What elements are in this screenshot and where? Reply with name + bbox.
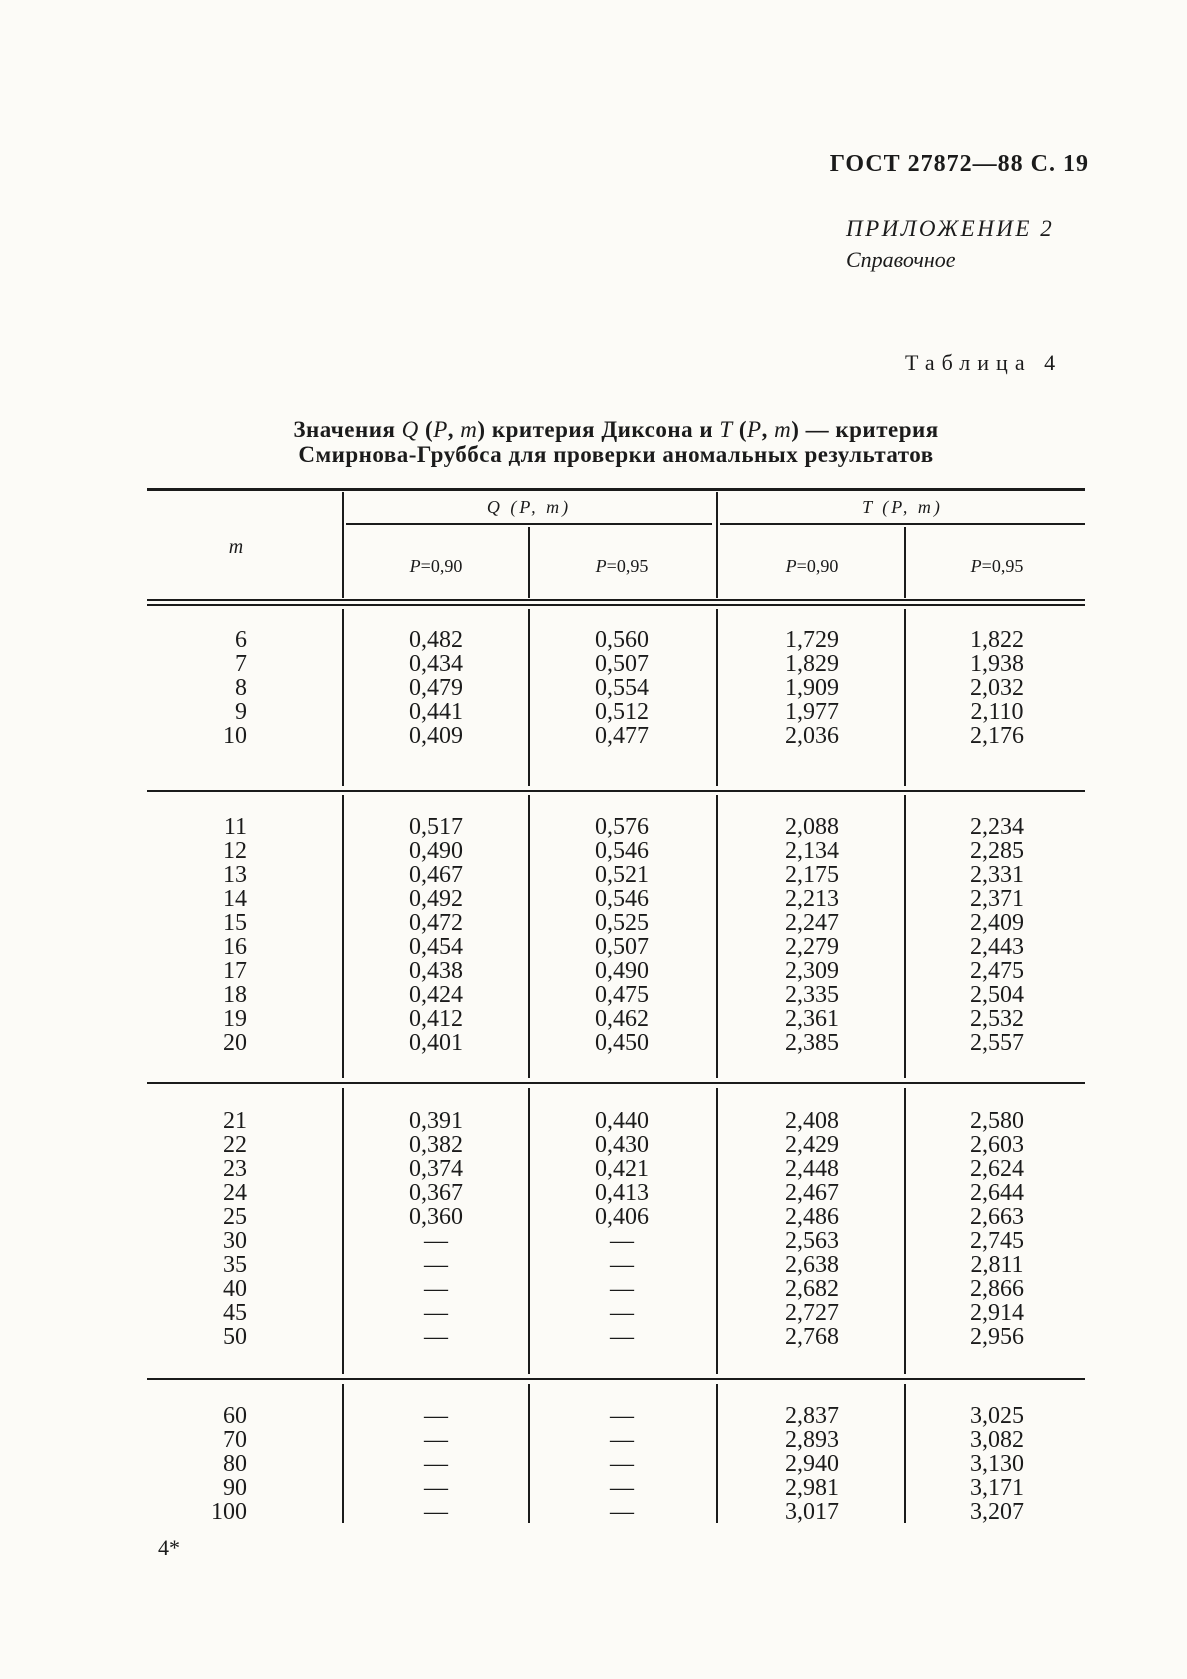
- table-row: [0, 1007, 1187, 1031]
- t-p095-cell: 2,663: [970, 1204, 1024, 1230]
- t-group-header: T (P, m): [862, 497, 943, 517]
- q-p090-cell: 0,382: [409, 1132, 463, 1158]
- t-p090-cell: 2,727: [785, 1300, 839, 1326]
- t-p095-cell: 2,580: [970, 1108, 1024, 1134]
- table-row: [0, 815, 1187, 839]
- table-row: [0, 1277, 1187, 1301]
- column-rule: [716, 492, 718, 598]
- table-top-rule: [147, 488, 1085, 491]
- t-p095-cell: 2,603: [970, 1132, 1024, 1158]
- p-value: =0,90: [420, 556, 463, 576]
- m-cell: 20: [223, 1030, 247, 1056]
- p-value: =0,90: [796, 556, 839, 576]
- appendix-subtitle: Справочное: [846, 247, 956, 272]
- t-p090-cell: 2,361: [785, 1006, 839, 1032]
- t-p095-cell: 2,176: [970, 723, 1024, 749]
- t-p095-cell: 2,956: [970, 1324, 1024, 1350]
- q-group-rule: [346, 523, 712, 525]
- q-p095-cell: 0,546: [595, 838, 649, 864]
- q-p090-cell: —: [424, 1324, 448, 1350]
- p-value: =0,95: [981, 556, 1024, 576]
- header-double-rule-top: [147, 599, 1085, 601]
- t-p090-cell: 2,467: [785, 1180, 839, 1206]
- q-p090-cell: 0,438: [409, 958, 463, 984]
- q-p090-cell: 0,360: [409, 1204, 463, 1230]
- t-p095-cell: 2,745: [970, 1228, 1024, 1254]
- title-symbol: m: [774, 417, 792, 442]
- m-cell: 14: [223, 886, 247, 912]
- t-p095-cell: 2,914: [970, 1300, 1024, 1326]
- t-p095-cell: 3,171: [970, 1475, 1024, 1501]
- m-cell: 15: [223, 910, 247, 936]
- table-row: [0, 1500, 1187, 1524]
- table-title-line-2: Смирнова-Груббса для проверки аномальных результатов: [298, 442, 934, 467]
- table-row: [0, 983, 1187, 1007]
- q-p095-cell: 0,507: [595, 934, 649, 960]
- q-p095-cell: 0,576: [595, 814, 649, 840]
- group-separator: [147, 1378, 1085, 1380]
- t-p095-cell: 2,624: [970, 1156, 1024, 1182]
- t-p090-cell: 1,729: [785, 627, 839, 653]
- table-row: [0, 935, 1187, 959]
- p-symbol: P: [785, 556, 797, 576]
- t-p095-cell: 2,475: [970, 958, 1024, 984]
- m-cell: 7: [235, 651, 247, 677]
- document-reference: ГОСТ 27872—88 С. 19: [829, 151, 1089, 177]
- q-p095-cell: 0,512: [595, 699, 649, 725]
- q-p095-cell: 0,490: [595, 958, 649, 984]
- q-p095-cell: 0,475: [595, 982, 649, 1008]
- t-p090-cell: 1,829: [785, 651, 839, 677]
- t-p095-cell: 2,234: [970, 814, 1024, 840]
- t-p090-cell: 2,563: [785, 1228, 839, 1254]
- p-symbol: P: [409, 556, 421, 576]
- q-p095-cell: —: [610, 1228, 634, 1254]
- q-p095-cell: 0,440: [595, 1108, 649, 1134]
- t-p095-cell: 2,866: [970, 1276, 1024, 1302]
- table-row: [0, 1157, 1187, 1181]
- table-row: [0, 652, 1187, 676]
- q-p095-cell: —: [610, 1451, 634, 1477]
- m-cell: 21: [223, 1108, 247, 1134]
- m-cell: 30: [223, 1228, 247, 1254]
- q-p090-cell: 0,492: [409, 886, 463, 912]
- t-p090-cell: 2,134: [785, 838, 839, 864]
- t-p090-cell: 3,017: [785, 1499, 839, 1525]
- title-text: (: [418, 417, 434, 442]
- m-cell: 50: [223, 1324, 247, 1350]
- table-row: [0, 959, 1187, 983]
- t-p090-cell: 2,408: [785, 1108, 839, 1134]
- t-p095-cell: 2,032: [970, 675, 1024, 701]
- t-p090-cell: 2,638: [785, 1252, 839, 1278]
- t-p090-cell: 2,429: [785, 1132, 839, 1158]
- m-cell: 9: [235, 699, 247, 725]
- table-row: [0, 887, 1187, 911]
- table-row: [0, 863, 1187, 887]
- m-cell: 70: [223, 1427, 247, 1453]
- column-rule: [342, 492, 344, 598]
- t-p095-cell: 2,504: [970, 982, 1024, 1008]
- t-p090-cell: 2,940: [785, 1451, 839, 1477]
- q-p090-cell: 0,434: [409, 651, 463, 677]
- m-cell: 25: [223, 1204, 247, 1230]
- q-p095-cell: —: [610, 1300, 634, 1326]
- q-p095-cell: 0,507: [595, 651, 649, 677]
- q-p090-cell: 0,467: [409, 862, 463, 888]
- t-p090-cell: 2,279: [785, 934, 839, 960]
- table-row: [0, 1205, 1187, 1229]
- table-title-line-1: [147, 416, 1085, 444]
- p-symbol: P: [595, 556, 607, 576]
- table-row: [0, 839, 1187, 863]
- table-row: [0, 1452, 1187, 1476]
- t-p095-cell: 3,130: [970, 1451, 1024, 1477]
- t-p095-cell: 2,557: [970, 1030, 1024, 1056]
- m-cell: 22: [223, 1132, 247, 1158]
- t-group-rule: [720, 523, 1085, 525]
- title-text: Значения: [293, 417, 402, 442]
- m-cell: 17: [223, 958, 247, 984]
- t-p090-cell: 2,486: [785, 1204, 839, 1230]
- m-cell: 80: [223, 1451, 247, 1477]
- m-cell: 18: [223, 982, 247, 1008]
- m-cell: 16: [223, 934, 247, 960]
- q-p090-cell: —: [424, 1427, 448, 1453]
- q-p090-cell: —: [424, 1475, 448, 1501]
- q-p090-cell: 0,367: [409, 1180, 463, 1206]
- m-cell: 35: [223, 1252, 247, 1278]
- q-p095-cell: —: [610, 1499, 634, 1525]
- q-p095-cell: 0,462: [595, 1006, 649, 1032]
- t-p095-cell: 2,409: [970, 910, 1024, 936]
- m-cell: 10: [223, 723, 247, 749]
- title-text: ) критерия Диксона и: [477, 417, 720, 442]
- t-p095-cell: 2,371: [970, 886, 1024, 912]
- m-cell: 40: [223, 1276, 247, 1302]
- q-p090-cell: 0,374: [409, 1156, 463, 1182]
- table-row: [0, 1181, 1187, 1205]
- title-text: (: [732, 417, 748, 442]
- q-p090-cell: —: [424, 1451, 448, 1477]
- title-text: ) — критерия: [791, 417, 939, 442]
- table-row: [0, 911, 1187, 935]
- m-column-header: m: [228, 536, 244, 558]
- q-p090-cell: 0,409: [409, 723, 463, 749]
- m-cell: 60: [223, 1403, 247, 1429]
- table-row: [0, 1253, 1187, 1277]
- q-p095-cell: 0,560: [595, 627, 649, 653]
- q-p090-cell: 0,401: [409, 1030, 463, 1056]
- title-symbol: P: [747, 417, 762, 442]
- q-p090-cell: 0,490: [409, 838, 463, 864]
- q-p095-cell: 0,546: [595, 886, 649, 912]
- q-p090-cell: —: [424, 1228, 448, 1254]
- p-value: =0,95: [606, 556, 649, 576]
- q-p090-cell: 0,441: [409, 699, 463, 725]
- m-cell: 23: [223, 1156, 247, 1182]
- q-p090-cell: 0,482: [409, 627, 463, 653]
- t-p090-cell: 2,309: [785, 958, 839, 984]
- t-p090-cell: 2,837: [785, 1403, 839, 1429]
- t-p090-cell: 2,385: [785, 1030, 839, 1056]
- title-text: ,: [447, 417, 461, 442]
- t-p090-cell: 2,981: [785, 1475, 839, 1501]
- t-p095-cell: 1,822: [970, 627, 1024, 653]
- table-row: [0, 1109, 1187, 1133]
- q-p095-cell: 0,430: [595, 1132, 649, 1158]
- q-p090-cell: —: [424, 1252, 448, 1278]
- title-symbol: T: [719, 417, 733, 442]
- m-cell: 90: [223, 1475, 247, 1501]
- q-p090-header: [380, 554, 492, 578]
- group-separator: [147, 790, 1085, 792]
- q-p095-header: [566, 554, 678, 578]
- title-symbol: Q: [401, 417, 419, 442]
- t-p095-cell: 3,207: [970, 1499, 1024, 1525]
- table-row: [0, 1325, 1187, 1349]
- t-p090-cell: 1,977: [785, 699, 839, 725]
- column-rule: [528, 527, 530, 598]
- table-row: [0, 1428, 1187, 1452]
- t-p090-cell: 2,768: [785, 1324, 839, 1350]
- q-p090-cell: 0,424: [409, 982, 463, 1008]
- table-row: [0, 676, 1187, 700]
- t-p090-cell: 2,335: [785, 982, 839, 1008]
- t-p090-cell: 2,088: [785, 814, 839, 840]
- q-p090-cell: —: [424, 1300, 448, 1326]
- t-p095-cell: 3,082: [970, 1427, 1024, 1453]
- t-p095-cell: 2,532: [970, 1006, 1024, 1032]
- t-p095-cell: 2,110: [970, 699, 1024, 725]
- q-p095-cell: —: [610, 1324, 634, 1350]
- t-p090-cell: 2,247: [785, 910, 839, 936]
- q-p095-cell: 0,450: [595, 1030, 649, 1056]
- t-p095-header: [941, 554, 1053, 578]
- m-cell: 12: [223, 838, 247, 864]
- title-text: ,: [761, 417, 775, 442]
- page-signature-mark: 4*: [158, 1535, 180, 1560]
- p-symbol: P: [970, 556, 982, 576]
- table-row: [0, 1133, 1187, 1157]
- table-row: [0, 1229, 1187, 1253]
- q-p090-cell: 0,517: [409, 814, 463, 840]
- q-p090-cell: —: [424, 1403, 448, 1429]
- t-p090-cell: 2,448: [785, 1156, 839, 1182]
- table-row: [0, 724, 1187, 748]
- t-p095-cell: 2,285: [970, 838, 1024, 864]
- t-p090-cell: 2,213: [785, 886, 839, 912]
- t-p090-cell: 1,909: [785, 675, 839, 701]
- m-cell: 13: [223, 862, 247, 888]
- q-p090-cell: 0,454: [409, 934, 463, 960]
- t-p090-cell: 2,175: [785, 862, 839, 888]
- q-p095-cell: 0,525: [595, 910, 649, 936]
- m-cell: 100: [211, 1499, 247, 1525]
- t-p095-cell: 2,443: [970, 934, 1024, 960]
- q-p095-cell: —: [610, 1276, 634, 1302]
- q-p090-cell: 0,412: [409, 1006, 463, 1032]
- q-p095-cell: —: [610, 1252, 634, 1278]
- m-cell: 19: [223, 1006, 247, 1032]
- t-p090-cell: 2,036: [785, 723, 839, 749]
- table-row: [0, 1031, 1187, 1055]
- group-separator: [147, 1082, 1085, 1084]
- table-row: [0, 1301, 1187, 1325]
- q-p095-cell: 0,521: [595, 862, 649, 888]
- table-label: Таблица 4: [905, 350, 1063, 375]
- title-symbol: m: [460, 417, 478, 442]
- t-p095-cell: 3,025: [970, 1403, 1024, 1429]
- header-double-rule-bottom: [147, 604, 1085, 606]
- q-p095-cell: 0,554: [595, 675, 649, 701]
- table-row: [0, 628, 1187, 652]
- column-rule: [904, 527, 906, 598]
- title-symbol: P: [433, 417, 448, 442]
- table-row: [0, 700, 1187, 724]
- table-row: [0, 1404, 1187, 1428]
- q-group-header: Q (P, m): [486, 497, 572, 517]
- m-cell: 45: [223, 1300, 247, 1326]
- q-p090-cell: 0,479: [409, 675, 463, 701]
- q-p090-cell: —: [424, 1499, 448, 1525]
- q-p095-cell: —: [610, 1427, 634, 1453]
- m-cell: 6: [235, 627, 247, 653]
- q-p095-cell: 0,477: [595, 723, 649, 749]
- t-p095-cell: 1,938: [970, 651, 1024, 677]
- m-cell: 24: [223, 1180, 247, 1206]
- q-p090-cell: 0,391: [409, 1108, 463, 1134]
- q-p095-cell: 0,421: [595, 1156, 649, 1182]
- t-p095-cell: 2,811: [970, 1252, 1024, 1278]
- q-p095-cell: 0,413: [595, 1180, 649, 1206]
- t-p095-cell: 2,644: [970, 1180, 1024, 1206]
- q-p090-cell: 0,472: [409, 910, 463, 936]
- t-p095-cell: 2,331: [970, 862, 1024, 888]
- t-p090-cell: 2,893: [785, 1427, 839, 1453]
- t-p090-cell: 2,682: [785, 1276, 839, 1302]
- m-cell: 8: [235, 675, 247, 701]
- t-p090-header: [756, 554, 868, 578]
- q-p095-cell: —: [610, 1403, 634, 1429]
- table-row: [0, 1476, 1187, 1500]
- q-p090-cell: —: [424, 1276, 448, 1302]
- appendix-title: ПРИЛОЖЕНИЕ 2: [846, 216, 1055, 241]
- q-p095-cell: —: [610, 1475, 634, 1501]
- q-p095-cell: 0,406: [595, 1204, 649, 1230]
- m-cell: 11: [223, 814, 247, 840]
